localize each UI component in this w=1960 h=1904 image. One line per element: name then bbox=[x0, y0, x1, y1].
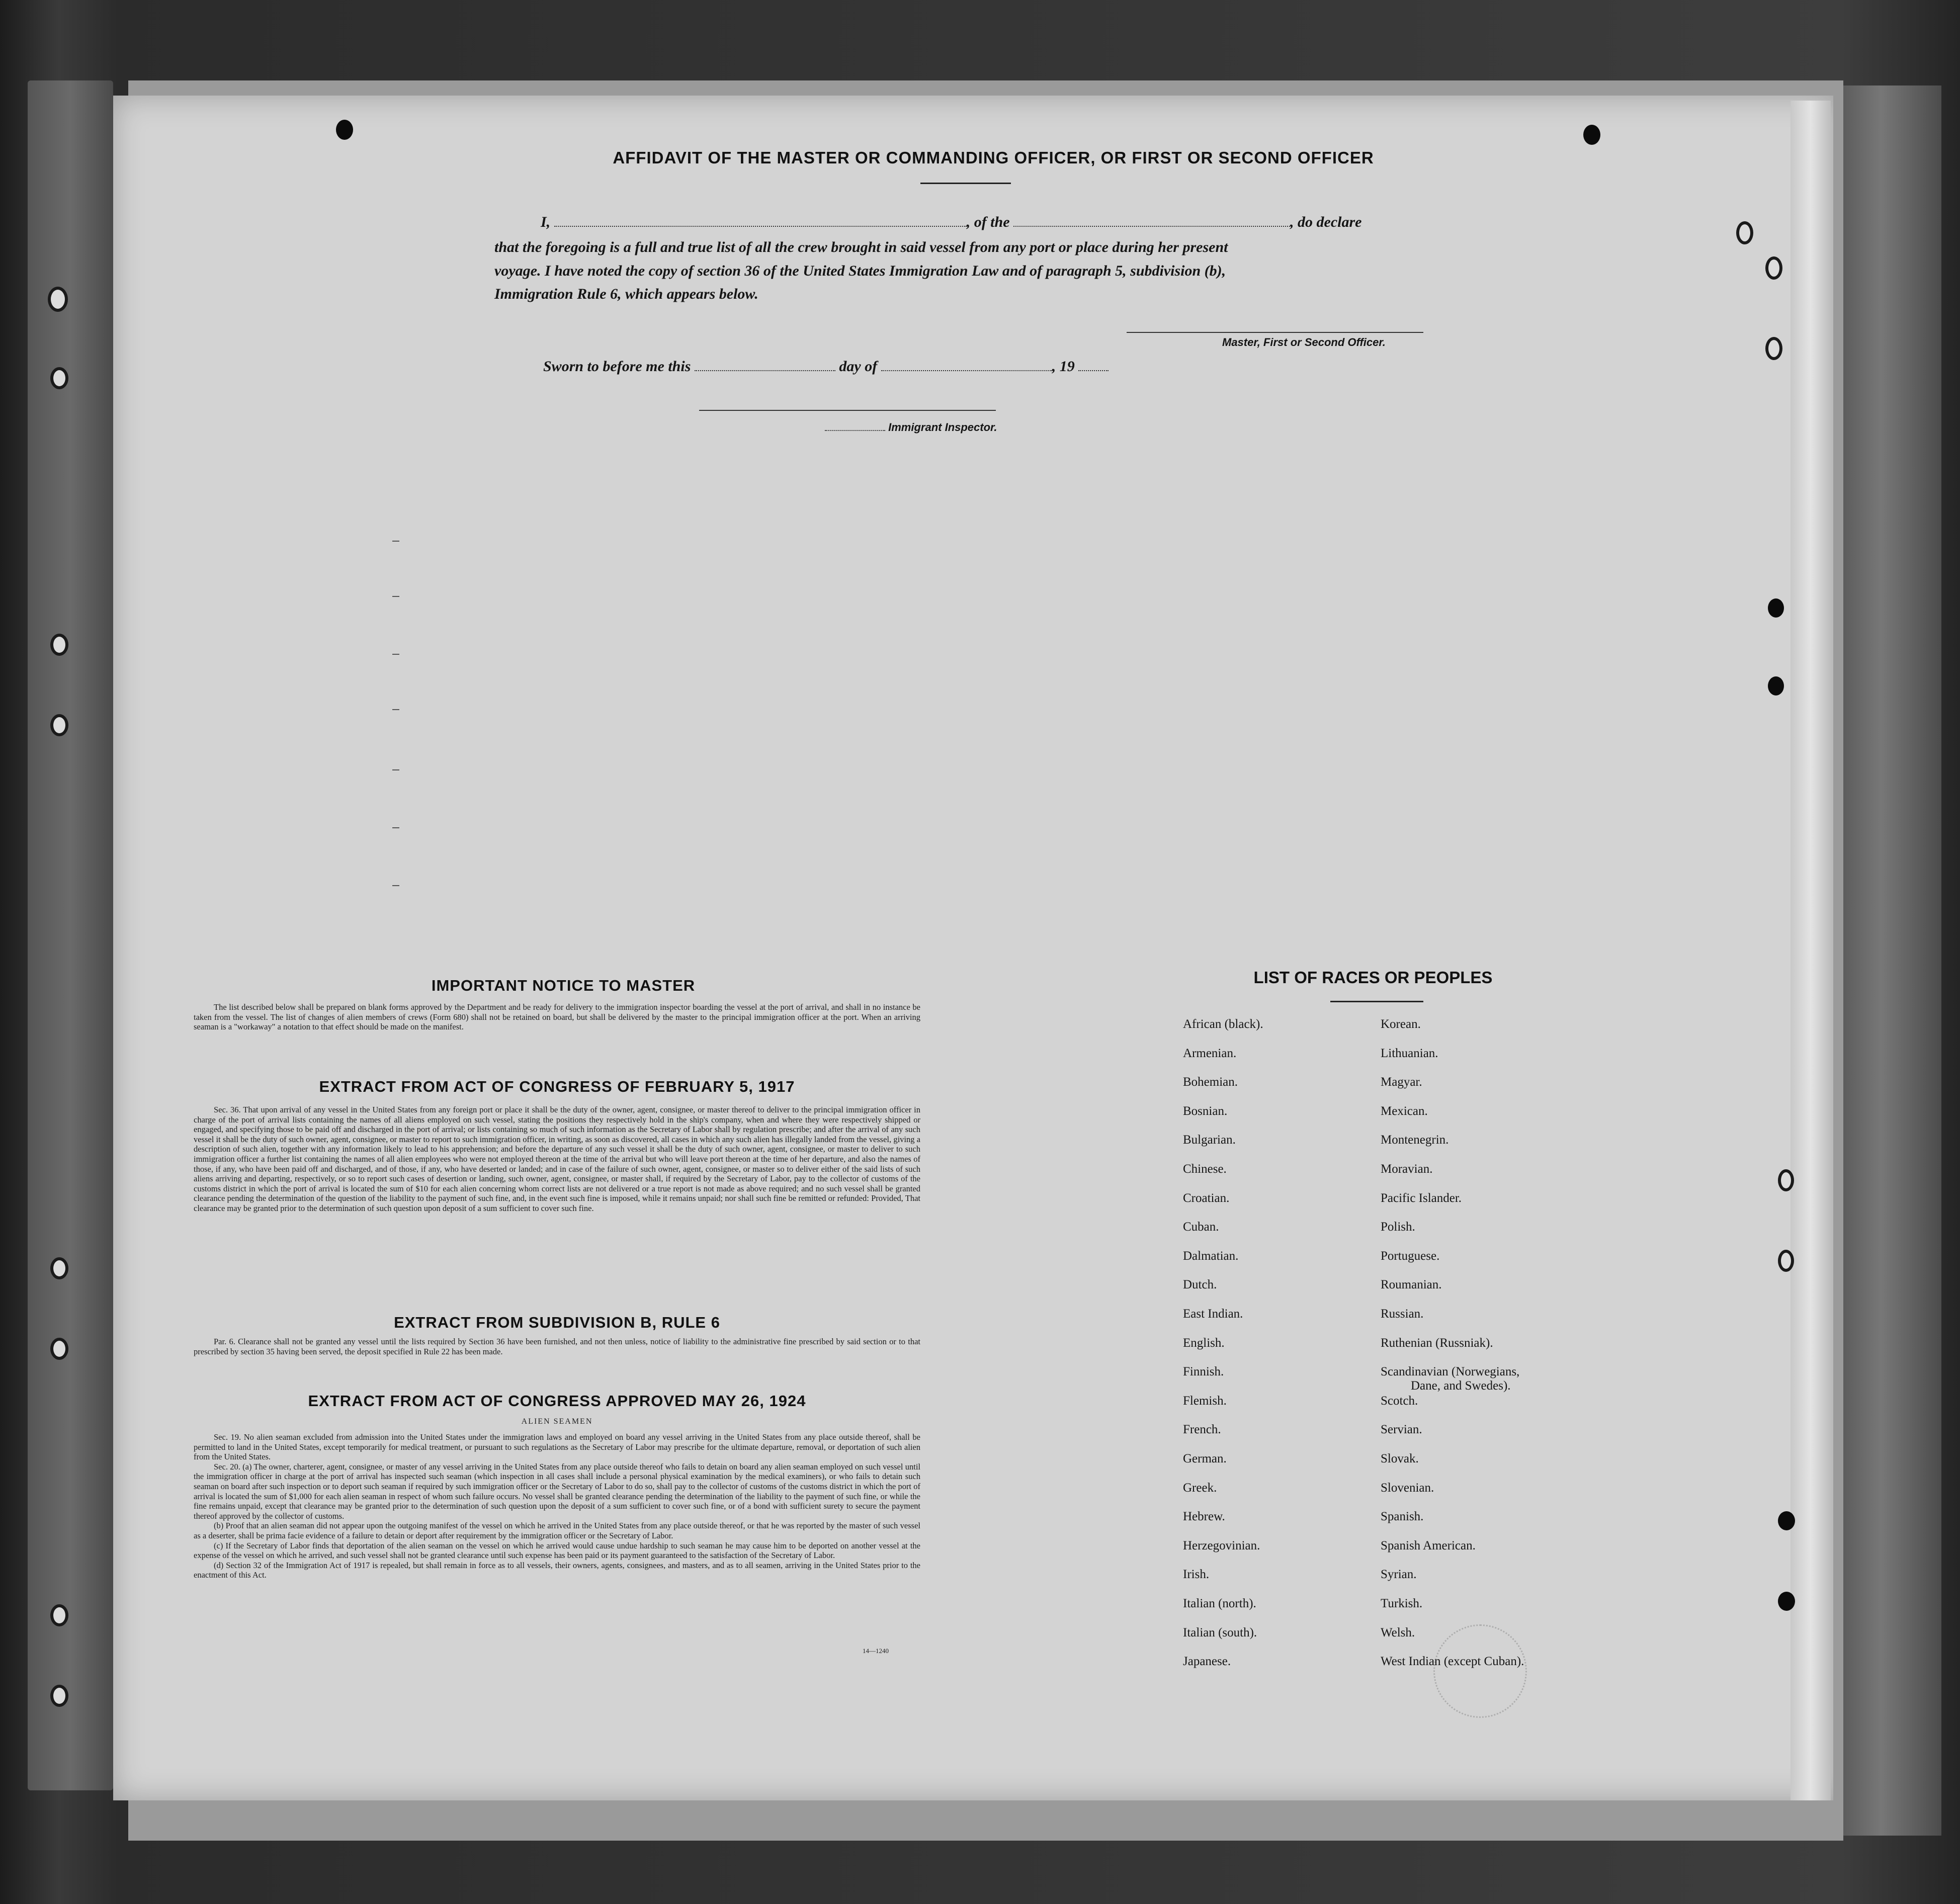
binder-hole-icon bbox=[50, 1604, 68, 1626]
binder-hole-icon bbox=[50, 714, 68, 736]
form-number: 14—1240 bbox=[863, 1647, 889, 1655]
race-item: Slovenian. bbox=[1381, 1481, 1434, 1495]
binder-hole-icon bbox=[50, 1338, 68, 1360]
race-item: Italian (south). bbox=[1183, 1626, 1257, 1639]
act-1924-text bbox=[194, 1432, 920, 1580]
sworn-label: Sworn to before me this bbox=[543, 358, 691, 375]
margin-tick bbox=[392, 885, 399, 886]
sworn-year-field[interactable] bbox=[1078, 370, 1109, 371]
race-item: Herzegovinian. bbox=[1183, 1539, 1260, 1552]
sec-19-paragraph: Sec. 19. No alien seaman excluded from admission into the United States under the immigration laws and employed on board any vessel arriving in the United States from any place outside thereof, shall be permitted to land in the United States, except temporarily for medical treatment, or pursuant to such regulations as the Secretary of Labor may prescribe for the ultimate departure, removal, or deportation of such alien from the United States. bbox=[194, 1432, 920, 1462]
margin-tick bbox=[392, 827, 399, 828]
act-1917-title: EXTRACT FROM ACT OF CONGRESS OF FEBRUARY 5, 1917 bbox=[319, 1078, 795, 1095]
master-signature-label: Master, First or Second Officer. bbox=[1222, 336, 1386, 349]
race-item: Polish. bbox=[1381, 1220, 1415, 1234]
race-item: Scotch. bbox=[1381, 1394, 1418, 1408]
race-item: Turkish. bbox=[1381, 1597, 1423, 1610]
race-item: Magyar. bbox=[1381, 1075, 1422, 1089]
race-item: Roumanian. bbox=[1381, 1278, 1442, 1291]
inspector-dots bbox=[825, 430, 885, 431]
sec-20d-paragraph: (d) Section 32 of the Immigration Act of 1917 is repealed, but shall remain in force as to all vessels, their owners, agents, consignees, and masters, and as to all seamen, arriving in the United States prior to the enactment of this Act. bbox=[194, 1560, 920, 1580]
binder-hole-icon bbox=[48, 287, 68, 312]
race-item: East Indian. bbox=[1183, 1307, 1243, 1321]
race-item: Hebrew. bbox=[1183, 1510, 1225, 1523]
punch-hole-icon bbox=[1778, 1250, 1794, 1272]
race-item: Spanish American. bbox=[1381, 1539, 1476, 1552]
punch-hole-icon bbox=[1736, 221, 1753, 244]
binder-hole-icon bbox=[50, 367, 68, 389]
rule-6-paragraph: Par. 6. Clearance shall not be granted any vessel until the lists required by Section 36 have been furnished, and not then unless, notice of liability to the administrative fine prescribed by said section or to that prescribed by section 35 having been served, the deposit specified in Rule 22 has been made. bbox=[194, 1337, 920, 1356]
race-item: Lithuanian. bbox=[1381, 1047, 1438, 1060]
race-item: Portuguese. bbox=[1381, 1249, 1440, 1263]
race-item: Irish. bbox=[1183, 1568, 1210, 1581]
declarant-name-field[interactable] bbox=[554, 226, 967, 227]
race-item: Ruthenian (Russniak). bbox=[1381, 1336, 1493, 1350]
vessel-name-field[interactable] bbox=[1013, 226, 1290, 227]
day-of-label: day of bbox=[839, 358, 878, 375]
binder-strip-right bbox=[1841, 85, 1941, 1836]
rule-6-text bbox=[194, 1337, 920, 1356]
binder-strip-left bbox=[28, 80, 113, 1790]
race-item: Italian (north). bbox=[1183, 1597, 1256, 1610]
race-item: Korean. bbox=[1381, 1017, 1421, 1031]
punch-hole-icon bbox=[1778, 1592, 1795, 1611]
affidavit-line-3: voyage. I have noted the copy of section 36 of the United States Immigration Law and of paragraph 5, subdivision (b), bbox=[494, 263, 1226, 279]
declarant-label: I, bbox=[541, 214, 551, 230]
race-item: Greek. bbox=[1183, 1481, 1217, 1495]
punch-hole-icon bbox=[1778, 1169, 1794, 1191]
binder-hole-icon bbox=[50, 1685, 68, 1707]
punch-hole-icon bbox=[1768, 676, 1784, 696]
act-1917-text bbox=[194, 1105, 920, 1214]
race-item: Finnish. bbox=[1183, 1365, 1224, 1378]
act-1924-title: EXTRACT FROM ACT OF CONGRESS APPROVED MAY 26, 1924 bbox=[308, 1392, 806, 1410]
race-item: Dane, and Swedes). bbox=[1411, 1379, 1511, 1393]
inspector-label bbox=[825, 421, 997, 434]
race-item: Spanish. bbox=[1381, 1510, 1424, 1523]
race-item: Flemish. bbox=[1183, 1394, 1227, 1408]
year-prefix-label: , 19 bbox=[1052, 358, 1075, 375]
inspector-signature-line[interactable] bbox=[699, 410, 996, 411]
race-item: Dutch. bbox=[1183, 1278, 1217, 1291]
race-item: Cuban. bbox=[1183, 1220, 1219, 1234]
affidavit-title: AFFIDAVIT OF THE MASTER OR COMMANDING OFFICER, OR FIRST OR SECOND OFFICER bbox=[613, 148, 1374, 167]
margin-tick bbox=[392, 709, 399, 710]
binder-hole-icon bbox=[50, 1257, 68, 1279]
race-item: Croatian. bbox=[1183, 1191, 1230, 1205]
margin-tick bbox=[392, 654, 399, 655]
race-item: English. bbox=[1183, 1336, 1225, 1350]
punch-hole-icon bbox=[336, 120, 353, 140]
sec-20b-paragraph: (b) Proof that an alien seaman did not appear upon the outgoing manifest of the vessel on which he arrived in the United States from any place outside thereof, or that he was reported by the master of such vessel as a deserter, shall be prima facie evidence of a failure to detain or deport after requirement by the immigration officer or the Secretary of Labor. bbox=[194, 1521, 920, 1540]
race-item: Japanese. bbox=[1183, 1655, 1231, 1668]
punch-hole-icon bbox=[1765, 337, 1782, 360]
notice-text bbox=[194, 1002, 920, 1032]
act-1917-paragraph: Sec. 36. That upon arrival of any vessel in the United States from any foreign port or place it shall be the duty of the owner, agent, consignee, or master thereof to deliver to the principal immigration officer in charge of the port of arrival lists containing the names of all aliens employed on such vessel, stating the positions they respectively hold in the ship's company, when and where they were respectively shipped or engaged, and specifying those to be paid off and discharged in the port of arrival; or lists containing so much of such information as the Secretary of Labor shall by regulation prescribe; and after the arrival of any such vessel it shall be the duty of such owner, agent, consignee, or master to report to such immigration officer, in writing, as soon as discovered, all cases in which any such alien has illegally landed from the vessel, giving a description of such alien, together with any information likely to lead to his apprehension; and before the departure of any such vessel it shall be the duty of such owner, agent, consignee, or master to deliver to such immigration officer a further list containing the names of all alien employees who were not employed thereon at the time of the arrival but who will leave port thereon at the time of her departure, and also the names of those, if any, who have been paid off and discharged, and of those, if any, who have deserted or landed; and in case of the failure of such owner, agent, consignee, or master so to deliver either of the said lists of such aliens arriving and departing, respectively, or so to report such cases of desertion or landing, such owner, agent, consignee, or master shall, if required by the Secretary of Labor, pay to the collector of customs of the customs district in which the port of arrival is located the sum of $10 for each alien concerning whom correct lists are not delivered or a true report is not made as above required; and no such vessel shall be granted clearance pending the determination of the question of the liability to the payment of such fine, and, in the event such fine is imposed, while it remains unpaid; nor shall such fine be remitted or refunded: Provided, That clearance may be granted prior to the determination of such question upon deposit of a sum sufficient to cover such fine. bbox=[194, 1105, 920, 1213]
race-item: Syrian. bbox=[1381, 1568, 1417, 1581]
margin-tick bbox=[392, 769, 399, 770]
race-item: West Indian (except Cuban). bbox=[1381, 1655, 1524, 1668]
faded-stamp-icon bbox=[1433, 1624, 1527, 1718]
race-item: Dalmatian. bbox=[1183, 1249, 1239, 1263]
races-title-underline bbox=[1330, 1001, 1423, 1002]
race-item: Armenian. bbox=[1183, 1047, 1237, 1060]
binder-hole-icon bbox=[50, 634, 68, 656]
race-item: Montenegrin. bbox=[1381, 1133, 1449, 1147]
race-item: Moravian. bbox=[1381, 1162, 1433, 1176]
race-item: Slovak. bbox=[1381, 1452, 1419, 1465]
notice-title: IMPORTANT NOTICE TO MASTER bbox=[431, 977, 696, 994]
page-edge-shadow bbox=[1791, 101, 1831, 1800]
alien-seamen-heading: ALIEN SEAMEN bbox=[521, 1417, 593, 1426]
margin-tick bbox=[392, 541, 399, 542]
race-item: Bosnian. bbox=[1183, 1104, 1228, 1118]
race-item: Bulgarian. bbox=[1183, 1133, 1236, 1147]
vessel-of-the-label: , of the bbox=[966, 214, 1010, 230]
race-item: Mexican. bbox=[1381, 1104, 1428, 1118]
punch-hole-icon bbox=[1583, 125, 1600, 145]
sworn-day-field[interactable] bbox=[695, 370, 835, 371]
title-underline bbox=[920, 183, 1011, 184]
race-item: French. bbox=[1183, 1423, 1221, 1436]
race-item: Bohemian. bbox=[1183, 1075, 1238, 1089]
race-item: Welsh. bbox=[1381, 1626, 1415, 1639]
punch-hole-icon bbox=[1778, 1511, 1795, 1530]
race-item: Pacific Islander. bbox=[1381, 1191, 1462, 1205]
race-item: Servian. bbox=[1381, 1423, 1422, 1436]
margin-tick bbox=[392, 596, 399, 597]
punch-hole-icon bbox=[1768, 598, 1784, 618]
sec-20a-paragraph: Sec. 20. (a) The owner, charterer, agent, consignee, or master of any vessel arriving in the United States from any place outside thereof who fails to detain on board any alien seaman employed on such vessel until the immigration officer in charge at the port of arrival has inspected such seaman (which inspection in all cases shall include a personal physical examination by the medical examiners), or who fails to detain such seaman on board after such inspection or to deport such seaman if required by such immigration officer or the Secretary of Labor to do so, shall pay to the collector of customs of the customs district in which the port of arrival is located the sum of $1,000 for each alien seaman in respect of whom such failure occurs. No vessel shall be granted clearance pending the determination of the liability to the payment of such fine, or while the fine remains unpaid, except that clearance may be granted prior to the determination of such question upon the deposit of a sum sufficient to cover such fine, or of a bond with sufficient surety to secure the payment thereof approved by the collector of customs. bbox=[194, 1461, 920, 1521]
rule-6-title: EXTRACT FROM SUBDIVISION B, RULE 6 bbox=[394, 1314, 720, 1331]
sworn-month-field[interactable] bbox=[881, 370, 1052, 371]
race-item: Russian. bbox=[1381, 1307, 1424, 1321]
race-item: Scandinavian (Norwegians, bbox=[1381, 1365, 1520, 1378]
affidavit-line-1 bbox=[541, 214, 1361, 231]
sworn-line bbox=[543, 358, 1109, 375]
master-signature-line[interactable] bbox=[1127, 332, 1423, 333]
punch-hole-icon bbox=[1765, 256, 1782, 280]
affidavit-line-2: that the foregoing is a full and true list of all the crew brought in said vessel from any port or place during her present bbox=[494, 239, 1228, 255]
inspector-label-text: Immigrant Inspector. bbox=[888, 421, 997, 434]
race-item: African (black). bbox=[1183, 1017, 1263, 1031]
race-item: German. bbox=[1183, 1452, 1227, 1465]
notice-paragraph: The list described below shall be prepared on blank forms approved by the Department and be ready for delivery to the immigration inspector boarding the vessel at the port of arrival, and shall in no instance be taken from the vessel. The list of changes of alien members of crews (Form 680) shall not be retained on board, but shall be delivered by the master to the principal immigration officer at the port. When an arriving seaman is a "workaway" a notation to that effect should be made on the manifest. bbox=[194, 1002, 920, 1032]
do-declare-label: , do declare bbox=[1290, 214, 1362, 230]
sec-20c-paragraph: (c) If the Secretary of Labor finds that deportation of the alien seaman on the vessel on which he arrived would cause undue hardship to such seaman he may cause him to be deported on another vessel at the expense of the vessel on which he arrived, and such vessel shall not be granted clearance until such expense has been paid or its payment guaranteed to the satisfaction of the Secretary of Labor. bbox=[194, 1540, 920, 1561]
race-item: Chinese. bbox=[1183, 1162, 1227, 1176]
races-title: LIST OF RACES OR PEOPLES bbox=[1253, 968, 1493, 987]
affidavit-line-4: Immigration Rule 6, which appears below. bbox=[494, 286, 758, 302]
